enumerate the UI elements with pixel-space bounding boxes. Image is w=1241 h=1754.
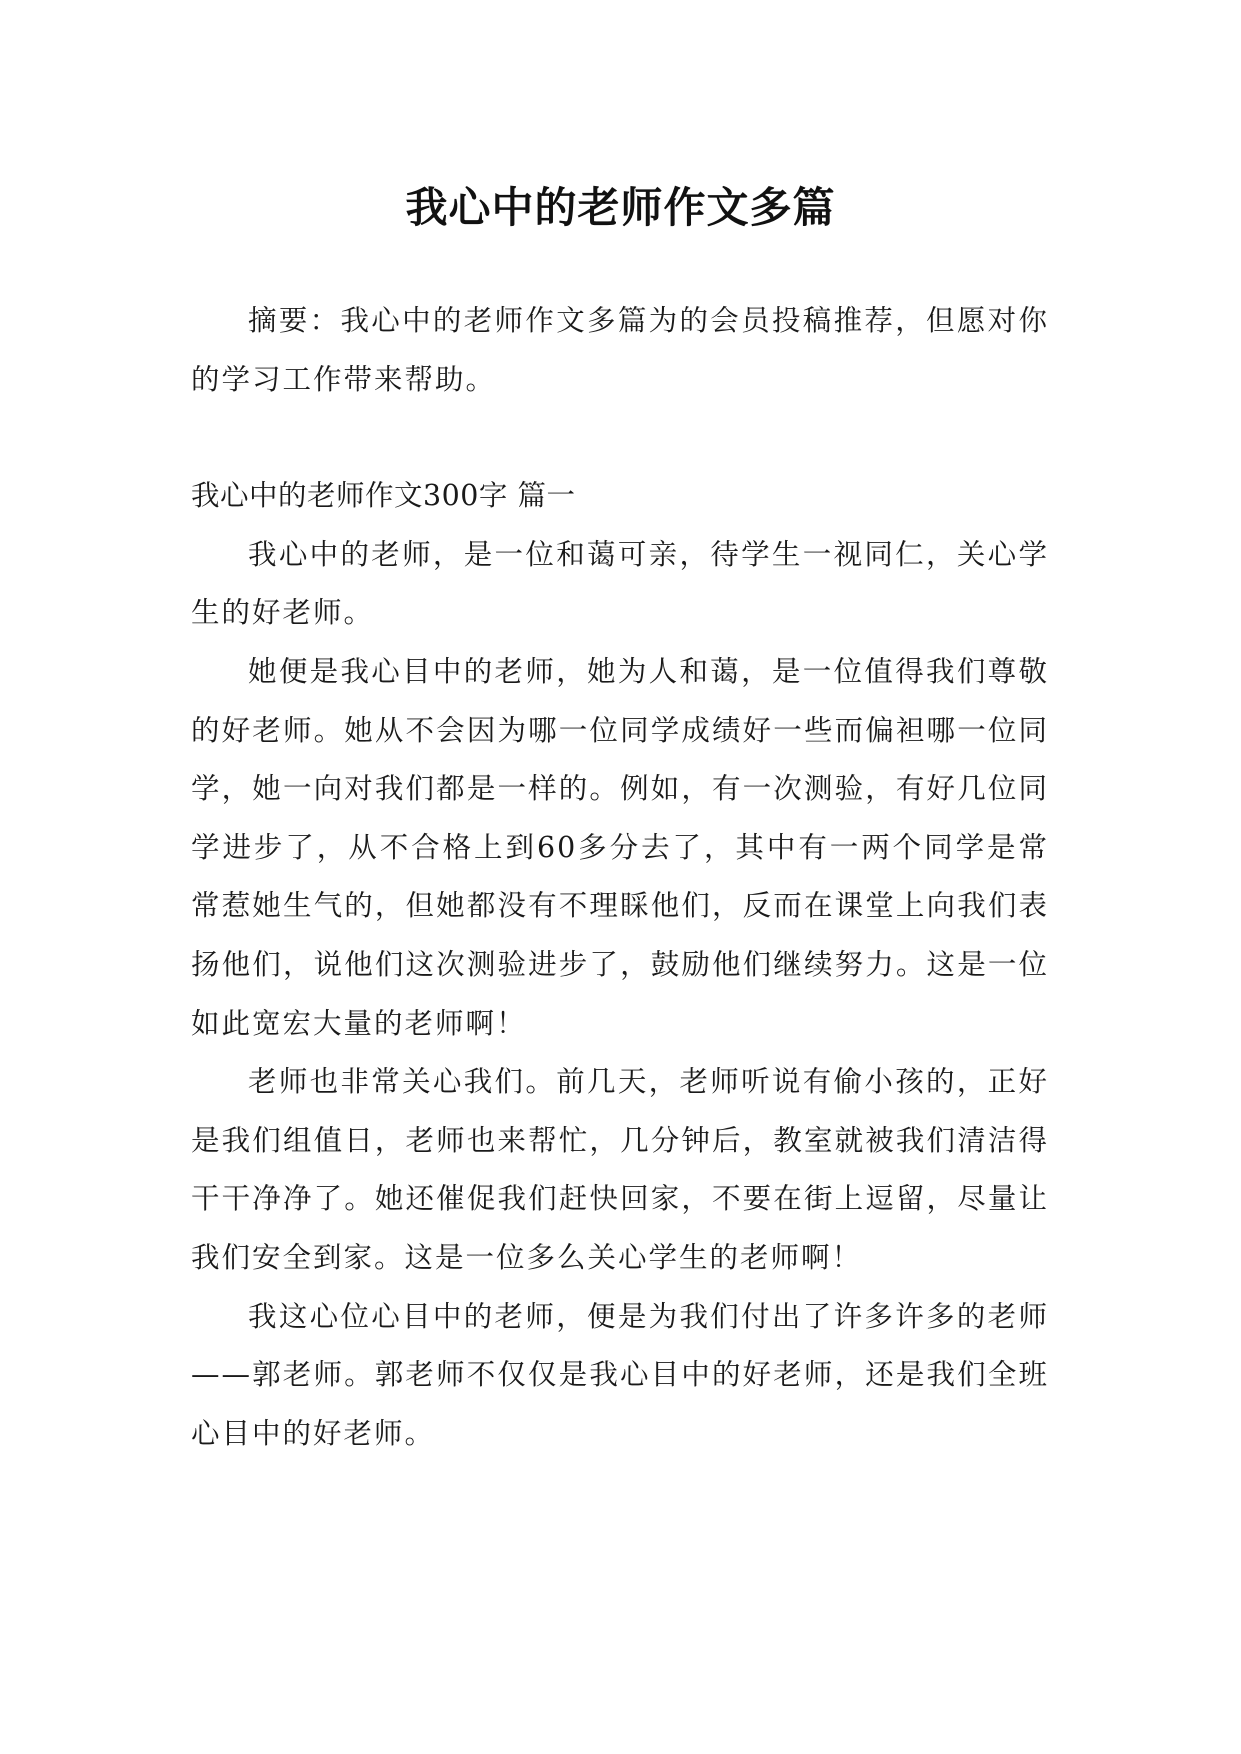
section-title: 我心中的老师作文300字 篇一 xyxy=(191,479,576,513)
document-body xyxy=(191,292,1049,1463)
body-paragraph-2: 她便是我心目中的老师，她为人和蔼，是一位值得我们尊敬的好老师。她从不会因为哪一位同学成绩好一些而偏袒哪一位同学，她一向对我们都是一样的。例如，有一次测验，有好几位同学进步了，从不合格上到60多分去了，其中有一两个同学是常常惹她生气的，但她都没有不理睬他们，反而在课堂上向我们表扬他们，说他们这次测验进步了，鼓励他们继续努力。这是一位如此宽宏大量的老师啊！ xyxy=(191,654,1049,1040)
body-paragraph-1: 我心中的老师，是一位和蔼可亲，待学生一视同仁，关心学生的好老师。 xyxy=(191,537,1049,630)
document-title: 我心中的老师作文多篇 xyxy=(405,183,836,233)
body-paragraph-4: 我这心位心目中的老师，便是为我们付出了许多许多的老师——郭老师。郭老师不仅仅是我心目中的好老师，还是我们全班心目中的好老师。 xyxy=(191,1299,1049,1450)
summary-paragraph: 摘要：我心中的老师作文多篇为的会员投稿推荐，但愿对你的学习工作带来帮助。 xyxy=(191,304,1049,396)
body-paragraph-3: 老师也非常关心我们。前几天，老师听说有偷小孩的，正好是我们组值日，老师也来帮忙，几分钟后，教室就被我们清洁得干干净净了。她还催促我们赶快回家，不要在街上逗留，尽量让我们安全到家。这是一位多么关心学生的老师啊！ xyxy=(191,1065,1049,1274)
